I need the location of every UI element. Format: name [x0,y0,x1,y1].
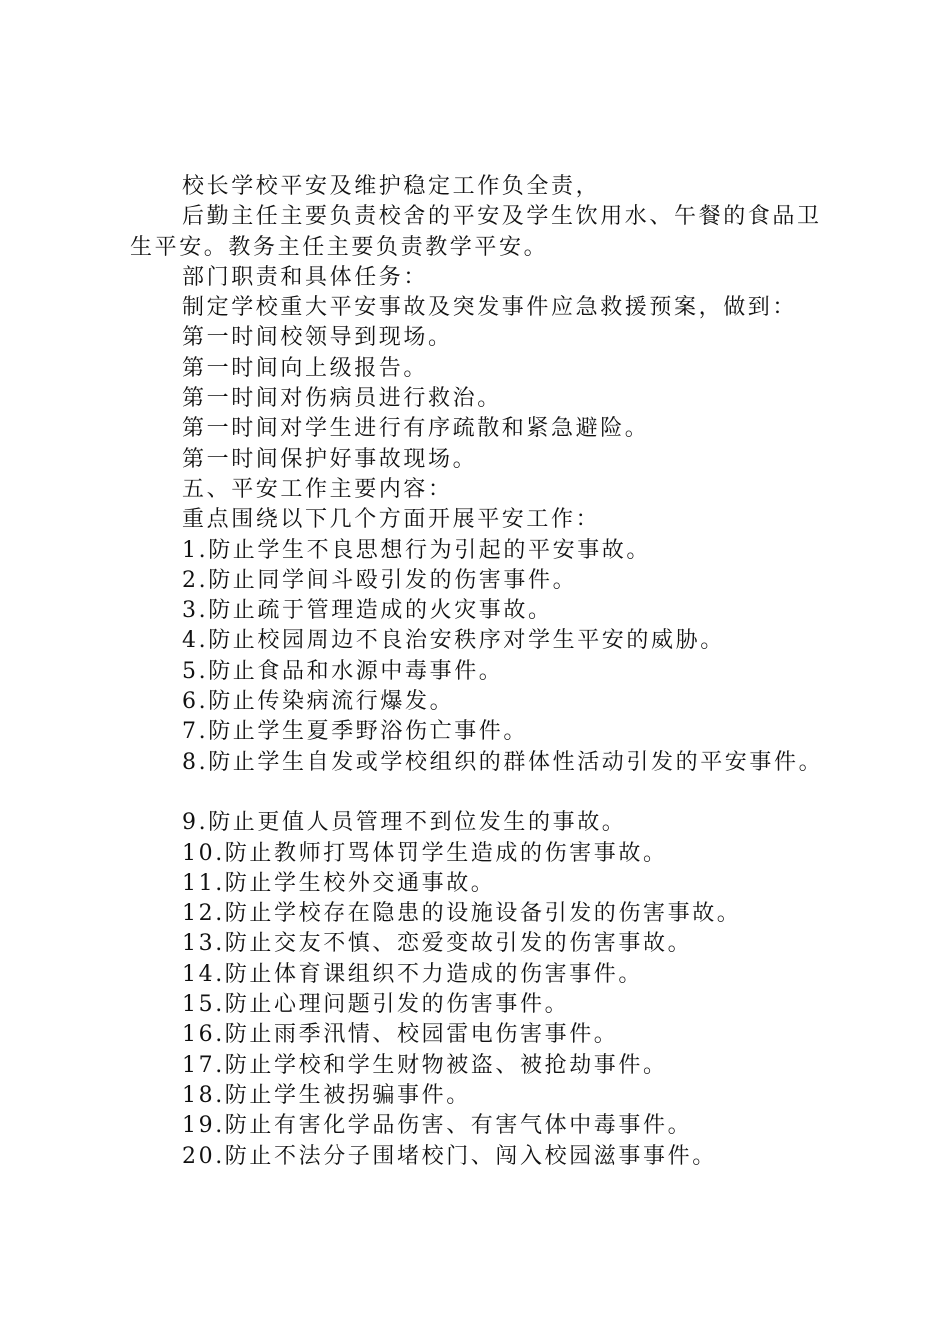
list-item: 18.防止学生被拐骗事件。 [182,1082,471,1108]
list-item: 10.防止教师打骂体罚学生造成的伤害事故。 [182,840,668,866]
list-item: 19.防止有害化学品伤害、有害气体中毒事件。 [182,1113,693,1139]
list-item: 13.防止交友不慎、恋爱变故引发的伤害事故。 [182,931,693,957]
list-item: 14.防止体育课组织不力造成的伤害事件。 [182,961,643,987]
list-item: 4.防止校园周边不良治安秩序对学生平安的威胁。 [182,628,725,654]
list-item: 16.防止雨季汛情、校园雷电伤害事件。 [182,1022,619,1048]
list-item: 3.防止疏于管理造成的火灾事故。 [182,598,553,624]
list-item: 6.防止传染病流行爆发。 [182,689,455,715]
paragraph: 制定学校重大平安事故及突发事件应急救援预案，做到： [182,295,798,321]
paragraph: 第一时间保护好事故现场。 [182,446,478,472]
list-item: 7.防止学生夏季野浴伤亡事件。 [182,719,528,745]
list-item: 8.防止学生自发或学校组织的群体性活动引发的平安事件。 [182,749,824,775]
paragraph: 第一时间对学生进行有序疏散和紧急避险。 [182,416,650,442]
document-body [130,172,830,1172]
list-item: 17.防止学校和学生财物被盗、被抢劫事件。 [182,1052,668,1078]
paragraph: 第一时间校领导到现场。 [182,325,453,351]
paragraph: 第一时间对伤病员进行救治。 [182,386,502,412]
list-item: 5.防止食品和水源中毒事件。 [182,658,504,684]
section-heading: 五、平安工作主要内容： [182,476,453,502]
list-item: 9.防止更值人员管理不到位发生的事故。 [182,810,627,836]
paragraph: 校长学校平安及维护稳定工作负全责， [182,174,601,199]
paragraph: 重点围绕以下几个方面开展平安工作： [182,507,601,533]
list-item: 20.防止不法分子围堵校门、闯入校园滋事事件。 [182,1143,717,1169]
list-item: 11.防止学生校外交通事故。 [182,870,496,896]
list-item: 2.防止同学间斗殴引发的伤害事件。 [182,567,578,593]
list-item: 12.防止学校存在隐患的设施设备引发的伤害事故。 [182,901,742,927]
paragraph: 后勤主任主要负责校舍的平安及学生饮用水、午餐的食品卫生平安。教务主任主要负责教学平安。 [130,204,822,260]
paragraph: 第一时间向上级报告。 [182,355,429,381]
list-item: 15.防止心理问题引发的伤害事件。 [182,992,570,1018]
blank-line [130,778,830,808]
paragraph: 部门职责和具体任务： [182,264,429,290]
list-item: 1.防止学生不良思想行为引起的平安事故。 [182,537,651,563]
